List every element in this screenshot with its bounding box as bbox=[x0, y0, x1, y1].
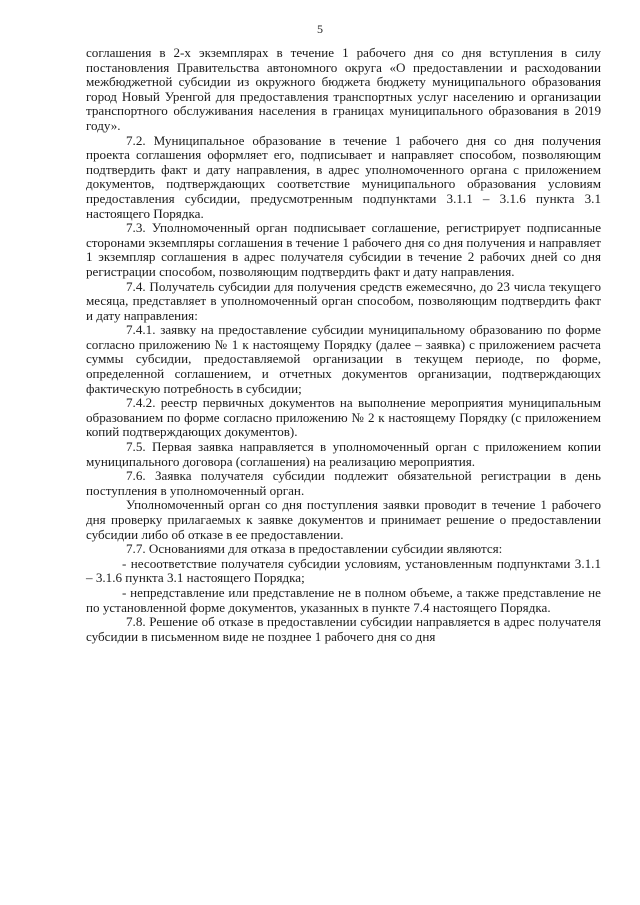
list-item-nonsubmission: - непредставление или представление не в полном объеме, а также представление не по установленной форме документов, указанных в пункте 7.4 настоящего Порядка. bbox=[86, 584, 601, 615]
page-number: 5 bbox=[317, 22, 323, 36]
paragraph-7-2: 7.2. Муниципальное образование в течение 1 рабочего дня со дня получения проекта соглашения оформляет его, подписывает и направляет способом, позволяющим подтвердить факт и дату направления, в адрес уполномоченного органа с приложением документов, подтверждающих соответствие муниципального образования условиям предоставления субсидии, предусмотренным подпунктами 3.1.1 – 3.1.6 пункта 3.1 настоящего Порядка. bbox=[86, 132, 601, 221]
paragraph-7-8: 7.8. Решение об отказе в предоставлении субсидии направляется в адрес получателя субсидии в письменном виде не позднее 1 рабочего дня со дня bbox=[86, 614, 601, 644]
paragraph-7-4: 7.4. Получатель субсидии для получения средств ежемесячно, до 23 числа текущего месяца, представляет в уполномоченный орган способом, позволяющим подтвердить факт и дату направления: bbox=[86, 278, 601, 323]
paragraph-7-3: 7.3. Уполномоченный орган подписывает соглашение, регистрирует подписанные сторонами экземпляры соглашения в течение 1 рабочего дня со дня получения и направляет 1 экземпляр соглашения в адрес получателя субсидии в течение 2 рабочих дней со дня регистрации способом, позволяющим подтвердить факт и дату направления. bbox=[86, 220, 601, 279]
paragraph-7-5: 7.5. Первая заявка направляется в уполномоченный орган с приложением копии муниципального договора (соглашения) на реализацию мероприятия. bbox=[86, 439, 601, 469]
paragraph-review: Уполномоченный орган со дня поступления заявки проводит в течение 1 рабочего дня проверку прилагаемых к заявке документов и принимает решение о предоставлении субсидии либо об отказе в ее предоставлении. bbox=[86, 497, 601, 542]
paragraph-7-4-2: 7.4.2. реестр первичных документов на выполнение мероприятия муниципальным образованием по форме согласно приложению № 2 к настоящему Порядку (с приложением копий подтверждающих документов). bbox=[86, 395, 601, 440]
paragraph-7-4-1: 7.4.1. заявку на предоставление субсидии муниципальному образованию по форме согласно приложению № 1 к настоящему Порядку (далее – заявка) с приложением расчета суммы субсидии, предоставляемой организации в текущем периоде, по форме, определенной соглашением, и отчетных документов организации, подтверждающих фактическую потребность в субсидии; bbox=[86, 322, 601, 396]
paragraph-continuation: соглашения в 2-х экземплярах в течение 1 рабочего дня со дня вступления в силу постановления Правительства автономного округа «О предоставлении и расходовании межбюджетной субсидии из окружного бюджета бюджету муниципального образования город Новый Уренгой для предоставления транспортных услуг населению и организации транспортного обслуживания населения в границах муниципального образования в 2019 году». bbox=[86, 45, 601, 133]
paragraph-7-7: 7.7. Основаниями для отказа в предоставлении субсидии являются: bbox=[126, 541, 503, 557]
document-body bbox=[86, 46, 601, 644]
paragraph-7-6: 7.6. Заявка получателя субсидии подлежит обязательной регистрации в день поступления в уполномоченный орган. bbox=[86, 468, 601, 498]
list-item-noncompliance: - несоответствие получателя субсидии условиям, установленным подпунктами 3.1.1 – 3.1.6 пункта 3.1 настоящего Порядка; bbox=[86, 555, 601, 586]
